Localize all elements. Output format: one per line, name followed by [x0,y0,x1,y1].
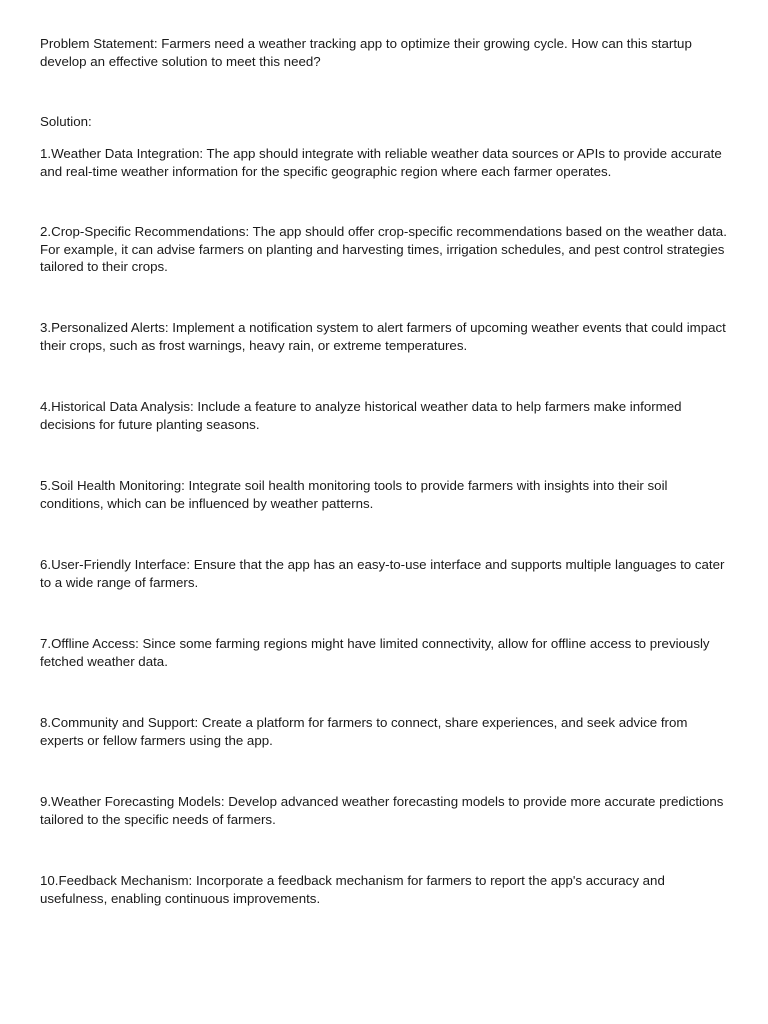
problem-statement: Problem Statement: Farmers need a weather tracking app to optimize their growing cycle. How can this startup develop an effective solution to meet this need? [40,36,692,69]
solution-item-crop-specific-recommendations: 2.Crop-Specific Recommendations: The app should offer crop-specific recommendations based on the weather data. For example, it can advise farmers on planting and harvesting times, irrigation schedules, and pest control strategies tailored to their crops. [40,224,727,274]
solution-item-user-friendly-interface: 6.User-Friendly Interface: Ensure that the app has an easy-to-use interface and supports multiple languages to cater to a wide range of farmers. [40,557,725,590]
solution-item-community-and-support: 8.Community and Support: Create a platform for farmers to connect, share experiences, and seek advice from experts or fellow farmers using the app. [40,715,688,748]
solution-heading: Solution: [40,114,92,129]
solution-item-weather-forecasting-models: 9.Weather Forecasting Models: Develop advanced weather forecasting models to provide more accurate predictions tailored to the specific needs of farmers. [40,794,724,827]
solution-item-offline-access: 7.Offline Access: Since some farming regions might have limited connectivity, allow for offline access to previously fetched weather data. [40,636,710,669]
solution-item-historical-data-analysis: 4.Historical Data Analysis: Include a feature to analyze historical weather data to help farmers make informed decisions for future planting seasons. [40,399,682,432]
solution-item-personalized-alerts: 3.Personalized Alerts: Implement a notification system to alert farmers of upcoming weather events that could impact their crops, such as frost warnings, heavy rain, or extreme temperatures. [40,320,726,353]
solution-item-feedback-mechanism: 10.Feedback Mechanism: Incorporate a feedback mechanism for farmers to report the app's accuracy and usefulness, enabling continuous improvements. [40,873,665,906]
solution-item-weather-data-integration: 1.Weather Data Integration: The app should integrate with reliable weather data sources or APIs to provide accurate and real-time weather information for the specific geographic region where each farmer operates. [40,146,722,179]
solution-item-soil-health-monitoring: 5.Soil Health Monitoring: Integrate soil health monitoring tools to provide farmers with insights into their soil conditions, which can be influenced by weather patterns. [40,478,668,511]
